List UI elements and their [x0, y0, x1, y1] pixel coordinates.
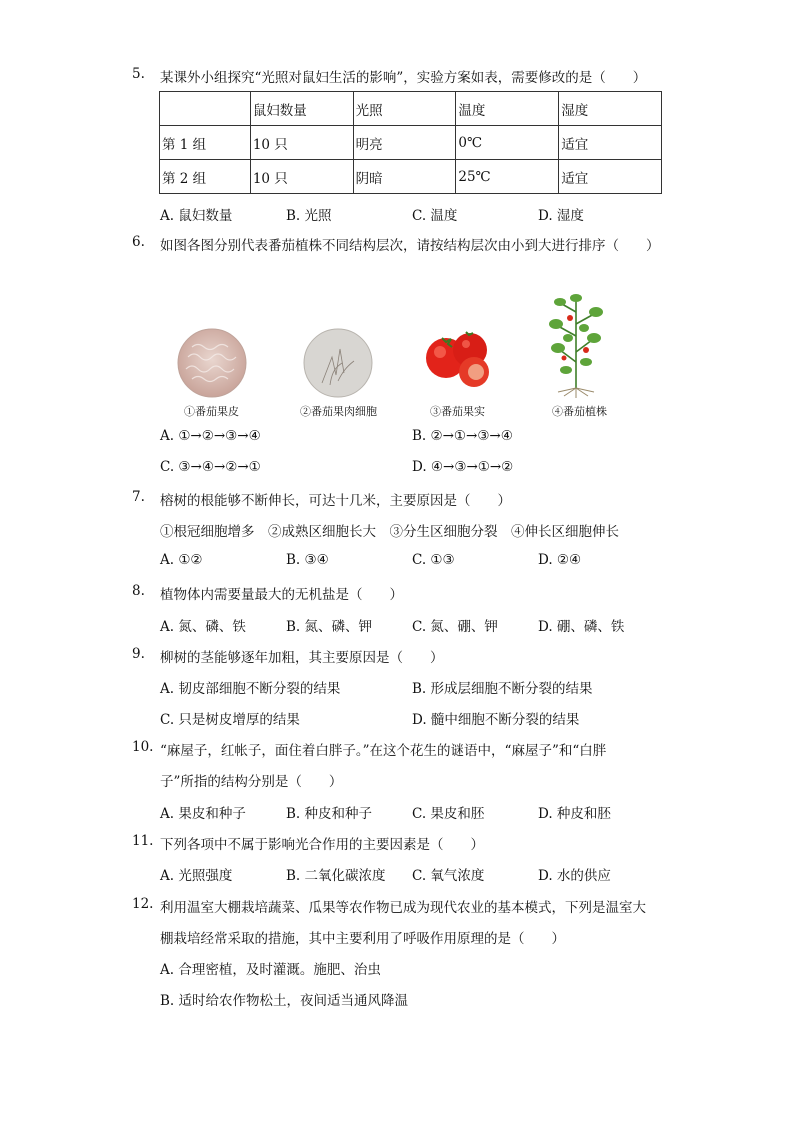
option-c[interactable]: C. 氮、硼、钾 [412, 619, 498, 635]
question-9 [132, 646, 672, 666]
table-cell: 0℃ [456, 126, 559, 160]
option-d[interactable]: D. 湿度 [538, 208, 584, 224]
option-c[interactable]: C. 温度 [412, 208, 458, 224]
option-a[interactable]: A. 韧皮部细胞不断分裂的结果 [160, 681, 341, 697]
question-12 [132, 896, 672, 916]
question-number: 10. [132, 739, 154, 755]
option-b[interactable]: B. ②→①→③→④ [412, 428, 513, 444]
option-c[interactable]: C. ①③ [412, 552, 455, 568]
option-a[interactable]: A. 氮、磷、铁 [160, 619, 246, 635]
table-cell: 10 只 [250, 126, 353, 160]
question-10 [132, 739, 672, 759]
table-cell: 适宜 [559, 160, 662, 194]
table-row [160, 126, 662, 160]
question-text: 柳树的茎能够逐年加粗，其主要原因是（ ） [160, 650, 444, 666]
option-b[interactable]: B. 形成层细胞不断分裂的结果 [412, 681, 593, 697]
pulp-cell-image [302, 327, 374, 399]
table-cell: 25℃ [456, 160, 559, 194]
option-a[interactable]: A. ①→②→③→④ [160, 428, 261, 444]
question-text: 植物体内需要量最大的无机盐是（ ） [160, 587, 403, 603]
question-number: 12. [132, 896, 154, 912]
option-a[interactable]: A. 鼠妇数量 [160, 208, 233, 224]
option-a[interactable]: A. 合理密植，及时灌溉。施肥、治虫 [160, 962, 381, 978]
option-b[interactable]: B. 适时给农作物松土，夜间适当通风降温 [160, 993, 409, 1009]
question-number: 7. [132, 489, 145, 505]
figure-caption-3: ③番茄果实 [430, 405, 485, 418]
option-a[interactable]: A. ①② [160, 552, 203, 568]
option-b[interactable]: B. 光照 [286, 208, 332, 224]
question-number: 6. [132, 234, 145, 250]
table-cell: 第 2 组 [160, 160, 251, 194]
table-cell: 鼠妇数量 [250, 92, 353, 126]
option-c[interactable]: C. ③→④→②→① [160, 459, 261, 475]
question-6 [132, 234, 672, 254]
figure-caption-4: ④番茄植株 [552, 405, 607, 418]
question-number: 9. [132, 646, 145, 662]
option-d[interactable]: D. 种皮和胚 [538, 806, 611, 822]
question-text: 榕树的根能够不断伸长，可达十几米，主要原因是（ ） [160, 493, 511, 509]
question-8 [132, 583, 672, 603]
statement-list: ①根冠细胞增多 ②成熟区细胞长大 ③分生区细胞分裂 ④伸长区细胞伸长 [160, 524, 619, 540]
question-number: 11. [132, 833, 154, 849]
question-text-continued: 棚栽培经常采取的措施，其中主要利用了呼吸作用原理的是（ ） [160, 931, 565, 947]
option-c[interactable]: C. 氧气浓度 [412, 868, 485, 884]
option-b[interactable]: B. 氮、磷、钾 [286, 619, 373, 635]
question-11 [132, 833, 672, 853]
option-d[interactable]: D. ④→③→①→② [412, 459, 514, 475]
option-d[interactable]: D. 髓中细胞不断分裂的结果 [412, 712, 580, 728]
table-row [160, 160, 662, 194]
table-cell: 明亮 [353, 126, 456, 160]
option-d[interactable]: D. 硼、磷、铁 [538, 619, 625, 635]
tomato-peel-image [176, 327, 248, 399]
option-c[interactable]: C. 果皮和胚 [412, 806, 485, 822]
question-text: 利用温室大棚栽培蔬菜、瓜果等农作物已成为现代农业的基本模式，下列是温室大 [160, 900, 646, 916]
question-text: 如图各图分别代表番茄植株不同结构层次，请按结构层次由小到大进行排序（ ） [160, 238, 660, 254]
option-c[interactable]: C. 只是树皮增厚的结果 [160, 712, 300, 728]
option-a[interactable]: A. 果皮和种子 [160, 806, 246, 822]
question-text: 某课外小组探究“光照对鼠妇生活的影响”，实验方案如表，需要修改的是（ ） [160, 70, 647, 86]
table-cell: 湿度 [559, 92, 662, 126]
question-text-continued: 子”所指的结构分别是（ ） [160, 774, 343, 790]
option-d[interactable]: D. ②④ [538, 552, 582, 568]
option-b[interactable]: B. ③④ [286, 552, 329, 568]
table-cell: 10 只 [250, 160, 353, 194]
table-cell: 光照 [353, 92, 456, 126]
experiment-table [159, 91, 662, 194]
question-number: 8. [132, 583, 145, 599]
question-5 [132, 66, 672, 86]
option-b[interactable]: B. 二氧化碳浓度 [286, 868, 386, 884]
question-7 [132, 489, 672, 509]
option-d[interactable]: D. 水的供应 [538, 868, 611, 884]
figure-caption-1: ①番茄果皮 [184, 405, 239, 418]
question-number: 5. [132, 66, 145, 82]
tomato-fruit-image [420, 320, 498, 390]
table-cell [160, 92, 251, 126]
table-cell: 温度 [456, 92, 559, 126]
table-cell: 阴暗 [353, 160, 456, 194]
table-cell: 适宜 [559, 126, 662, 160]
option-a[interactable]: A. 光照强度 [160, 868, 233, 884]
tomato-plant-image [546, 292, 606, 400]
question-text: “麻屋子，红帐子，面住着白胖子。”在这个花生的谜语中，“麻屋子”和“白胖 [160, 743, 607, 759]
table-header-row [160, 92, 662, 126]
question-text: 下列各项中不属于影响光合作用的主要因素是（ ） [160, 837, 484, 853]
figure-caption-2: ②番茄果肉细胞 [300, 405, 377, 418]
table-cell: 第 1 组 [160, 126, 251, 160]
option-b[interactable]: B. 种皮和种子 [286, 806, 373, 822]
